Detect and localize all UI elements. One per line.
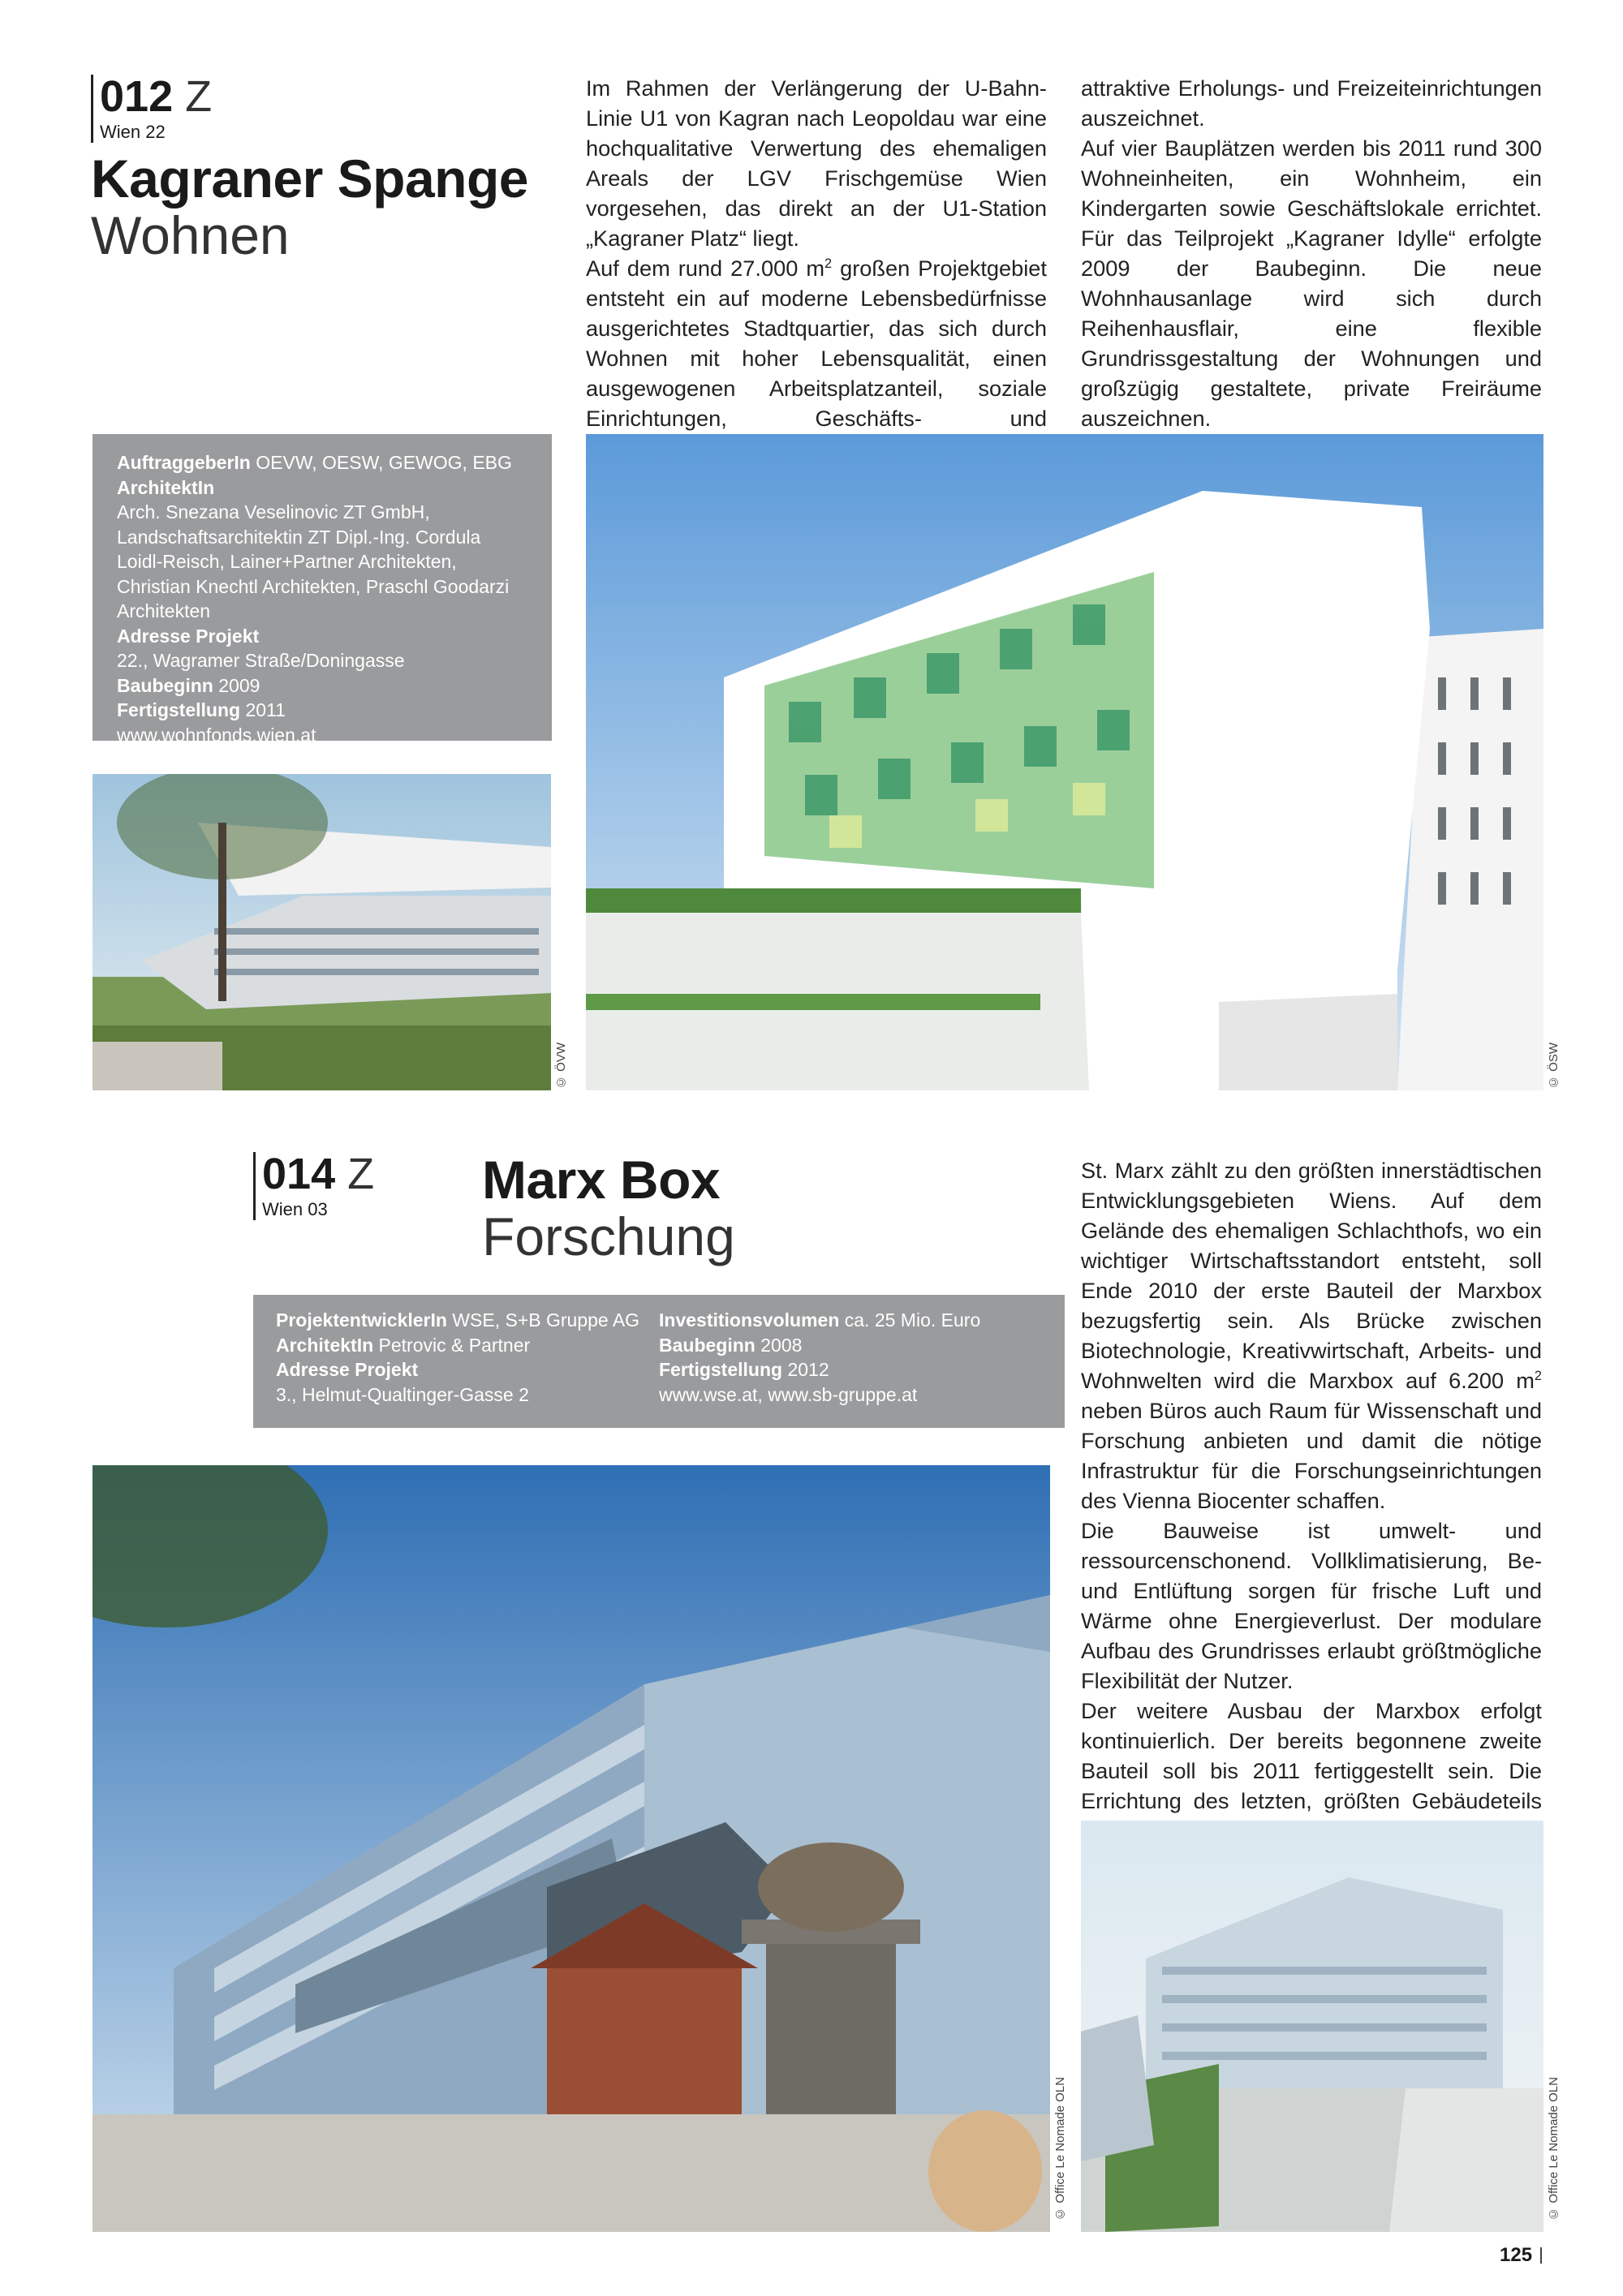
project-number: 012 Z Wien 22 (91, 75, 212, 143)
building-rendering-photo (586, 434, 1543, 1090)
project-title: Marx Box (482, 1150, 721, 1210)
project-subtitle: Forschung (482, 1206, 735, 1266)
project-header-012 (91, 72, 213, 143)
building-rendering-photo (93, 774, 551, 1090)
website-text: www.wse.at, www.sb-gruppe.at (659, 1383, 918, 1405)
project-district: Wien 22 (100, 122, 166, 142)
project-header-014 (253, 1152, 374, 1220)
photo-credit: © Office Le Nomade OLN (1053, 2077, 1067, 2221)
page-number: 125 (1500, 2244, 1533, 2266)
text-column-3: St. Marx zählt zu den größten innerstädtischen Entwicklungsgebieten Wiens. Auf dem Gelände des ehemaligen Schlachthofs, wo ein wichtiger Wirtschaftsstandort entsteht, soll Ende 2010 der erste Bauteil der Marxbox bezugsfertig sein. Als Brücke zwischen Biotechnologie, Kreativwirtschaft, Arbeits- und Wohnwelten wird die Marxbox auf 6.200 $m^2$ neben Büros auch Raum für Wissenschaft und Forschung anbieten und damit die nötige Infrastruktur für die Forschungseinrichtungen des Vienna Biocenter schaffen. Die Bauweise ist umwelt- und ressourcenschonend. Vollklimatisierung, Be- und Entlüftung sorgen für frische Luft und Wärme ohne Energieverlust. Der modulare Aufbau des Grundrisses erlaubt größtmögliche Flexibilität der Nutzer. Der weitere Ausbau der Marxbox erfolgt kontinuierlich. Der bereits begonnene zweite Bauteil soll bis 2011 fertiggestellt sein. Die Errichtung des letzten, größten Gebäudeteils (1081, 1158, 1542, 1813)
project-title: Kagraner Spange (91, 148, 528, 209)
building-rendering-photo (1081, 1821, 1543, 2232)
project-subtitle: Wohnen (91, 205, 290, 265)
text-column-2: attraktive Erholungs- und Freizeiteinrichtungen auszeichnet. Auf vier Bauplätzen werden bis 2011 rund 300 Wohneinheiten, ein Wohnheim, ein Kindergarten sowie Geschäftslokale errichtet. Für das Teilprojekt „Kagraner Idylle“ erfolgte 2009 der Baubeginn. Die neue Wohnhausanlage wird sich durch Reihenhausflair, eine flexible Grundrissgestaltung der Wohnungen und großzügig gestaltete, private Freiräume auszeichnen. (1081, 75, 1542, 431)
photo-credit: © ÖVW (554, 1043, 568, 1089)
project-info-box: ProjektentwicklerIn WSE, S+B Gruppe AG ArchitektIn Petrovic & Partner Adresse Projekt 3., Helmut-Qualtinger-Gasse 2 Investitionsvolumen ca. 25 Mio. Euro Baubeginn 2008 Fertigstellung 2012 www.wse.at, www.sb-gruppe.at (253, 1295, 1065, 1428)
photo-credit: © Office Le Nomade OLN (1547, 2077, 1561, 2221)
building-rendering-photo (93, 1465, 1050, 2232)
page-number-divider (1540, 2247, 1542, 2264)
project-district: Wien 03 (262, 1199, 328, 1219)
website-text: www.wohnfonds.wien.at (117, 724, 316, 746)
photo-credit: © ÖSW (1547, 1043, 1561, 1089)
text-column-1: Im Rahmen der Verlängerung der U-Bahn-Linie U1 von Kagran nach Leopoldau war eine hochqualitative Verwertung des ehemaligen Areals der LGV Frischgemüse Wien vorgesehen, das direkt an der U1-Station „Kagraner Platz“ liegt. Auf dem rund 27.000 $m^2$ großen Projektgebiet entsteht ein auf moderne Lebensbedürfnisse ausgerichtetes Stadtquartier, das sich durch Wohnen mit hoher Lebensqualität, einen ausgewogenen Arbeitsplatzanteil, soziale Einrichtungen, Geschäfts- und (586, 75, 1047, 431)
project-number: 014 Z Wien 03 (253, 1152, 374, 1220)
project-info-box: AuftraggeberIn OEVW, OESW, GEWOG, EBG ArchitektIn Arch. Snezana Veselinovic ZT GmbH, Landschaftsarchitektin ZT Dipl.-Ing. Cordula Loidl-Reisch, Lainer+Partner Architekten, Christian Knechtl Architekten, Praschl Goodarzi Architekten Adresse Projekt 22., Wagramer Straße/Doningasse Baubeginn 2009 Fertigstellung 2011 www.wohnfonds.wien.at (93, 434, 552, 741)
